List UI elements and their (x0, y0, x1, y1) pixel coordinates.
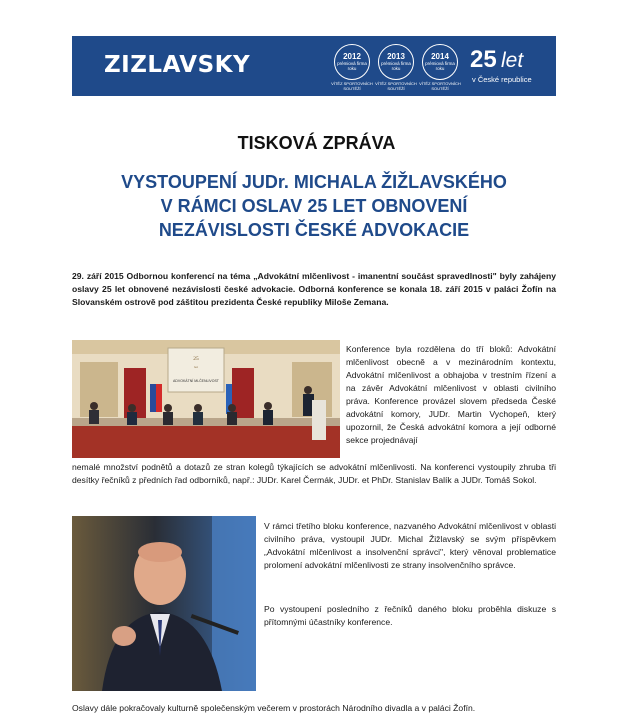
speaker-photo (72, 516, 256, 691)
award-caption: VÍTĚZ SPORTOVNÍCH SOUTĚŽÍ (375, 81, 417, 91)
body-paragraph-1-bottom (72, 461, 556, 487)
banner-sub: let (194, 365, 198, 369)
body-paragraph-1-top (346, 343, 556, 447)
anniversary-subtitle: v České republice (472, 75, 532, 84)
award-caption: VÍTĚZ SPORTOVNÍCH SOUTĚŽÍ (331, 81, 373, 91)
closing-paragraph: Oslavy dále pokračovaly kulturně společenským večerem v prostorách Národního divadla a v paláci Žofín. (72, 703, 476, 713)
headline-line: V RÁMCI OSLAV 25 LET OBNOVENÍ (160, 196, 468, 216)
para1-text-bottom: nemalé množství podnětů a dotazů ze stran kolegů týkajících se advokátní mlčenlivosti. Na konferenci vystoupily zhruba tři desítky řečníků z předních řad odborníků, např.: JUDr. Karel Čermák, JUDr. et PhDr. Stanislav Balík a JUDr. Tomáš Sokol. (72, 462, 556, 485)
lead-paragraph: 29. září 2015 Odbornou konferencí na téma „Advokátní mlčenlivost - imanentní součást spravedlnosti" byly zahájeny oslavy 25 let obnovené nezávislosti české advokacie. Odborná konference se konala 18. září 2015 v paláci Žofín na Slovanském ostrově pod záštitou prezidenta České republiky Miloše Zemana. (72, 271, 556, 307)
banner-title: ADVOKÁTNÍ MLČENLIVOST (173, 379, 219, 383)
conference-photo-illustration (72, 340, 340, 458)
award-caption: VÍTĚZ SPORTOVNÍCH SOUTĚŽÍ (419, 81, 461, 91)
banner-number: 25 (193, 356, 199, 362)
anniversary-number: 25 (470, 46, 497, 73)
body-paragraph-2: V rámci třetího bloku konference, nazvaného Advokátní mlčenlivost v oblasti civilního práva, vystoupil JUDr. Michal Žižlavský se svým příspěvkem „Advokátní mlčenlivost a insolvenční správci", který věnoval problematice prolomení advokátní mlčenlivosti ze strany insolvenčního správce. (264, 521, 556, 570)
conference-photo (72, 340, 340, 458)
speaker-photo-illustration (72, 516, 256, 691)
headline-line: NEZÁVISLOSTI ČESKÉ ADVOKACIE (158, 220, 470, 240)
award-badge-2014: 2014 prémiová firma roku (422, 44, 458, 80)
para1-text-top: Konference byla rozdělena do tří bloků: Advokátní mlčenlivost obecně a v mezinárodním kontextu, Advokátní mlčenlivost a obhajoba v trestním řízení a na závěr Advokátní mlčenlivost v oblasti civilního práva. Konference provázel slovem předseda České advokátní komory, JUDr. Martin Vychopeň, který upozornil, že Česká advokátní komora a její odborné sekce projednávají (346, 344, 556, 445)
headline (72, 170, 556, 242)
company-logo: ZIZLAVSKY (104, 52, 251, 78)
headline-line: VYSTOUPENÍ JUDr. MICHALA ŽIŽLAVSKÉHO (121, 172, 507, 192)
award-badge-2013: 2013 prémiová firma roku (378, 44, 414, 80)
award-badge-2012: 2012 prémiová firma roku (334, 44, 370, 80)
header-banner (72, 36, 556, 96)
anniversary-word: let (501, 49, 524, 72)
body-paragraph-3: Po vystoupení posledního z řečníků daného bloku proběhla diskuze s přítomnými účastníky konference. (264, 604, 556, 627)
document-label: TISKOVÁ ZPRÁVA (237, 133, 396, 153)
